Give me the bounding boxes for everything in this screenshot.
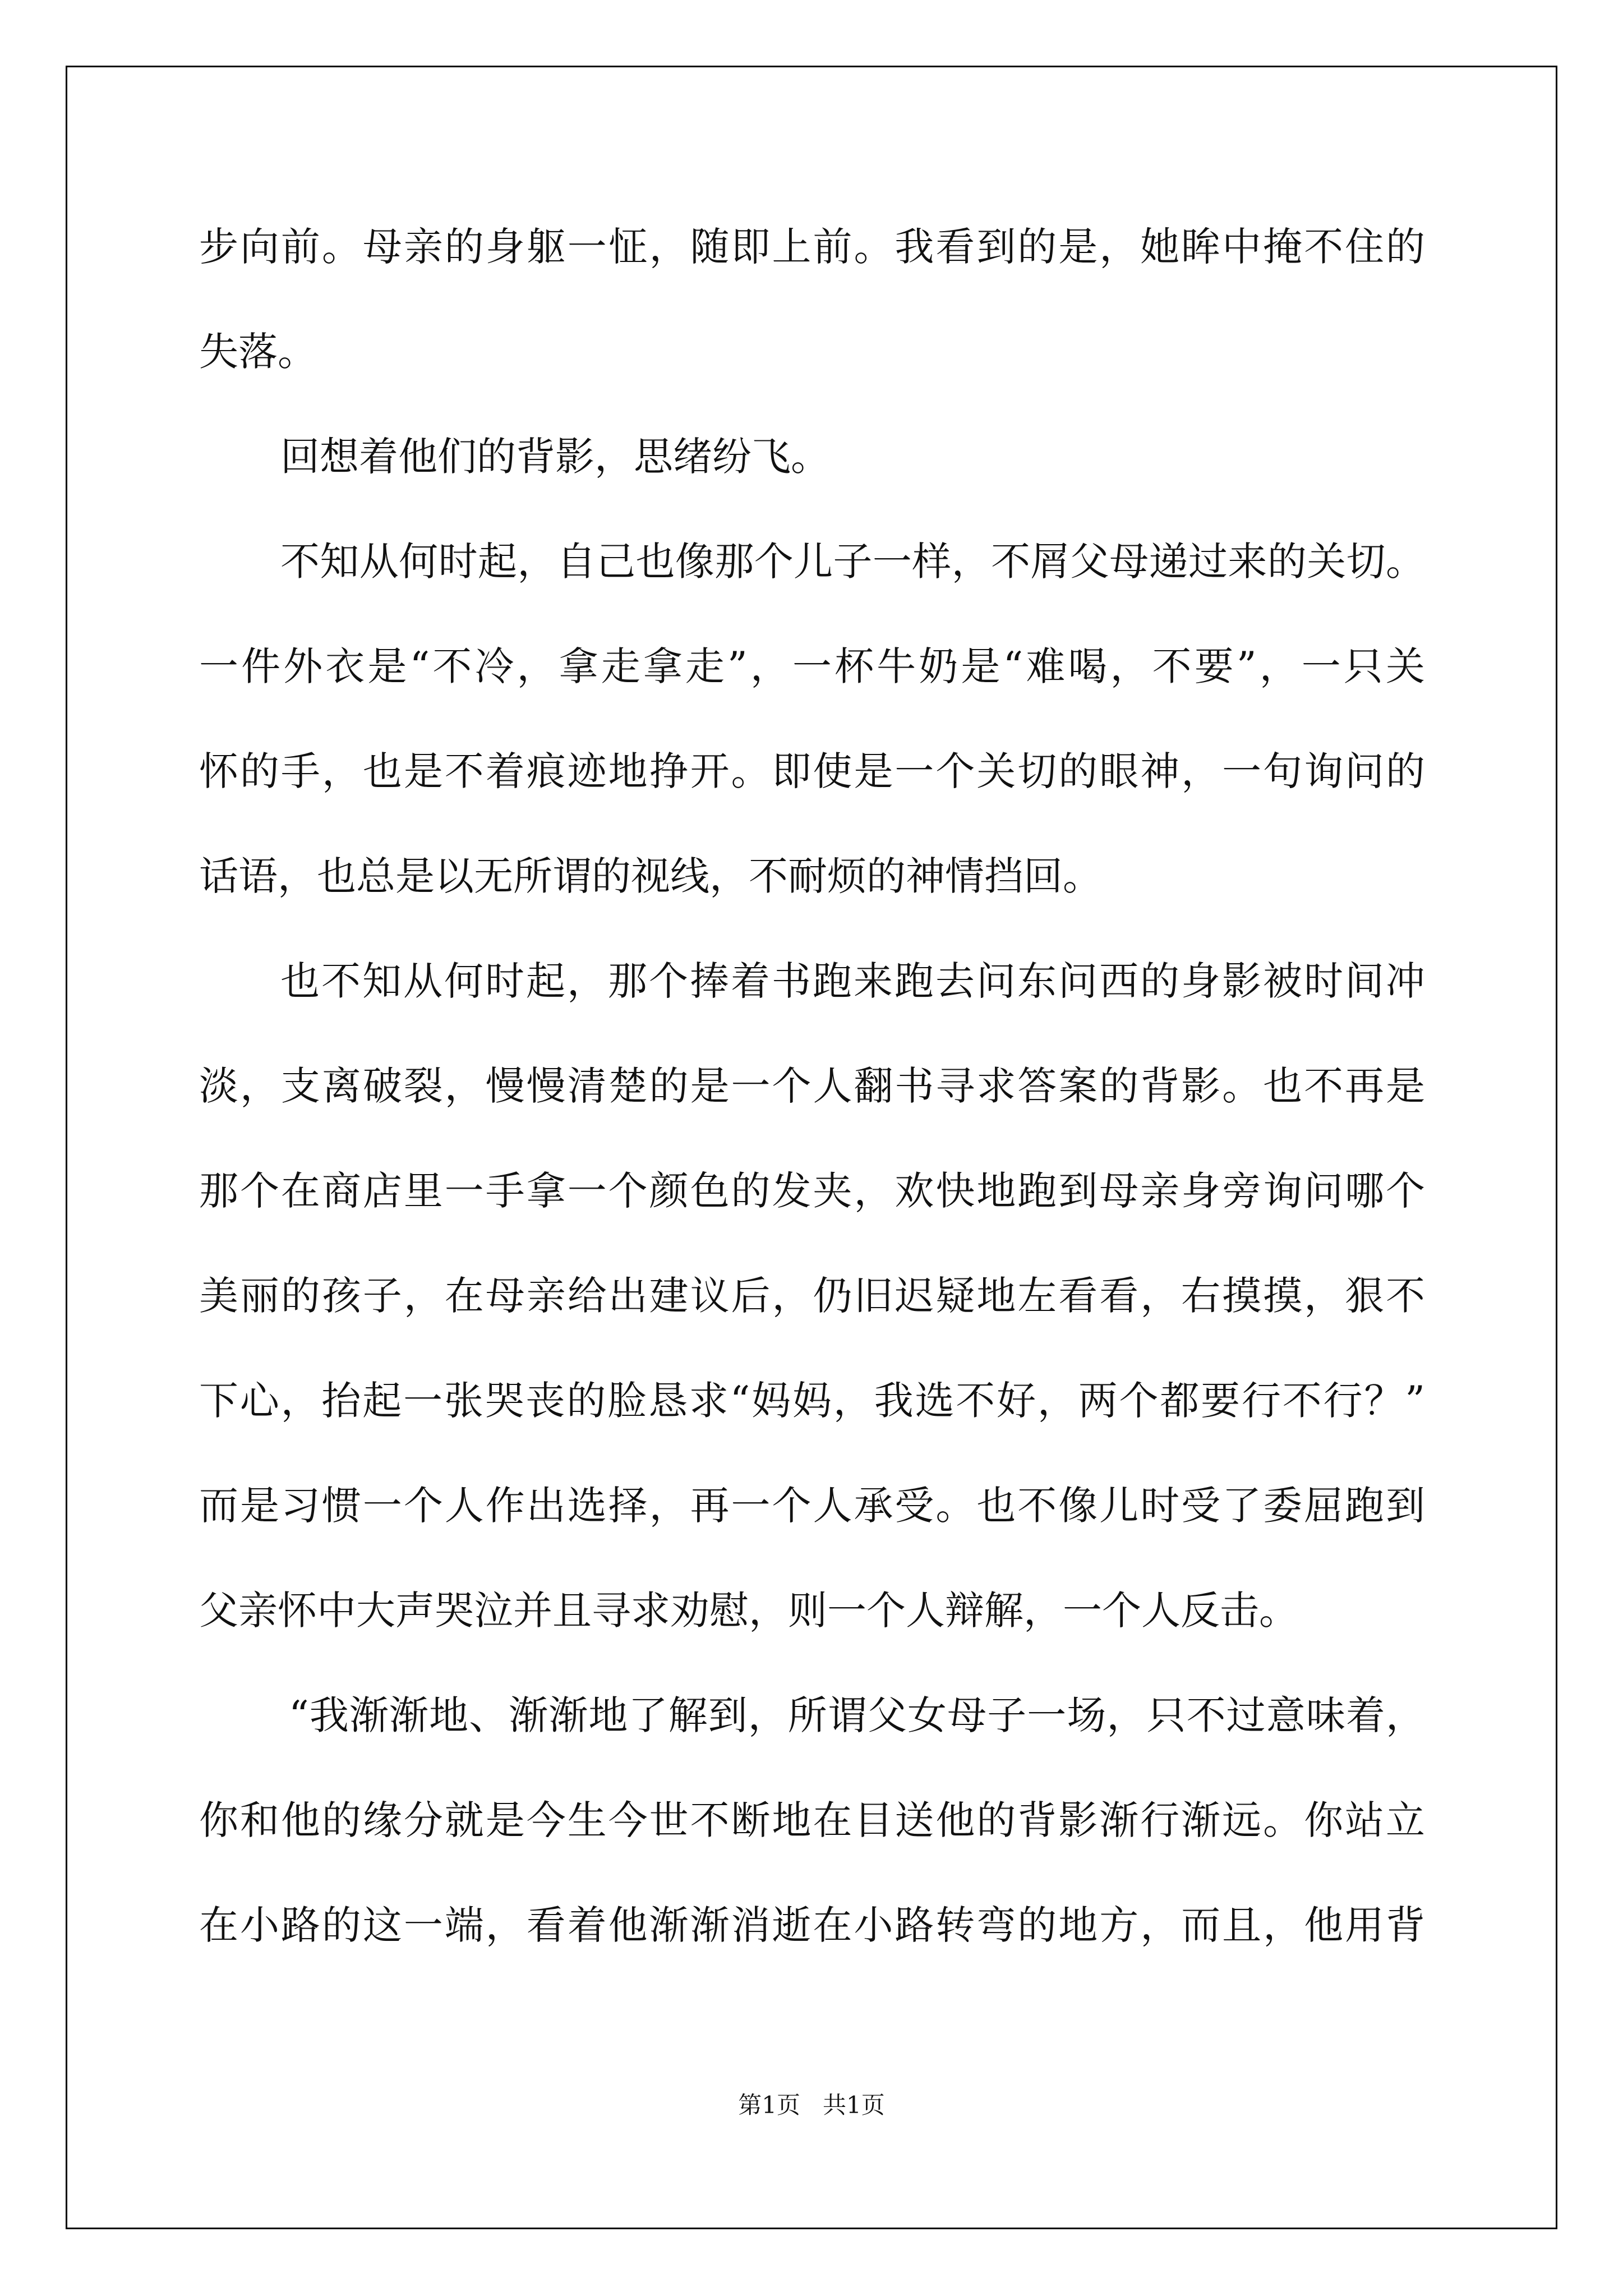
text-line: 话语，也总是以无所谓的视线，不耐烦的神情挡回。: [199, 853, 1102, 899]
text-line: 你和他的缘分就是今生今世不断地在目送他的背影渐行渐远。你站立: [199, 1797, 1425, 1843]
text-line: 回想着他们的背影，思绪纷飞。: [280, 434, 830, 480]
text-line: 怀的手，也是不着痕迹地挣开。即使是一个关切的眼神，一句询问的: [199, 748, 1425, 794]
text-line: 下心，抬起一张哭丧的脸恳求“妈妈，我选不好，两个都要行不行？”: [199, 1378, 1425, 1424]
text-line: 一件外衣是“不冷，拿走拿走”，一杯牛奶是“难喝，不要”，一只关: [199, 643, 1425, 689]
text-line: 美丽的孩子，在母亲给出建议后，仍旧迟疑地左看看，右摸摸，狠不: [199, 1273, 1425, 1319]
text-line: 那个在商店里一手拿一个颜色的发夹，欢快地跑到母亲身旁询问哪个: [199, 1168, 1425, 1214]
text-line: 父亲怀中大声哭泣并且寻求劝慰，则一个人辩解，一个人反击。: [199, 1588, 1298, 1634]
text-line: “我渐渐地、渐渐地了解到，所谓父女母子一场，只不过意味着，: [289, 1692, 1425, 1738]
text-line: 不知从何时起，自己也像那个儿子一样，不屑父母递过来的关切。: [280, 539, 1425, 585]
page-footer: 第1页 共1页: [738, 2091, 885, 2119]
text-line: 失落。: [199, 329, 317, 375]
text-line: 而是习惯一个人作出选择，再一个人承受。也不像儿时受了委屈跑到: [199, 1483, 1425, 1529]
text-line: 淡，支离破裂，慢慢清楚的是一个人翻书寻求答案的背影。也不再是: [199, 1063, 1425, 1109]
text-line: 步向前。母亲的身躯一怔，随即上前。我看到的是，她眸中掩不住的: [199, 224, 1425, 270]
text-line: 在小路的这一端，看着他渐渐消逝在小路转弯的地方，而且，他用背: [199, 1902, 1425, 1948]
text-line: 也不知从何时起，那个捧着书跑来跑去问东问西的身影被时间冲: [280, 958, 1425, 1004]
